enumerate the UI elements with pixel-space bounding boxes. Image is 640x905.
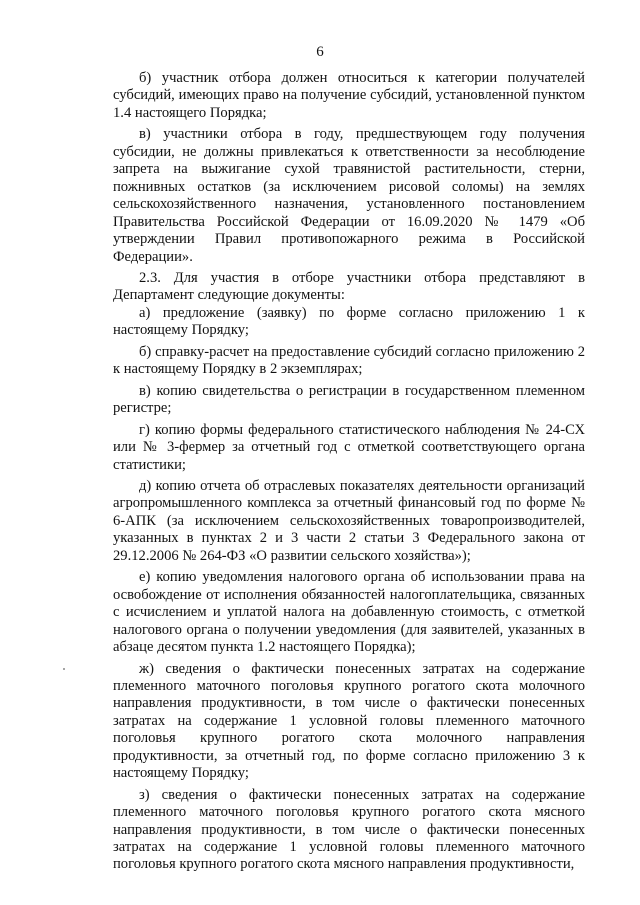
paragraph-2-3-documents: 2.3. Для участия в отборе участники отбора представляют в Департамент следующие документы: [113,269,585,304]
paragraph-v-fire-regime: в) участники отбора в году, предшествующем году получения субсидии, не должны привлекаться к ответственности за несоблюдение запрета на выжигание сухой травянистой растительности, стерни, пожнивных остатков (за исключением рисовой соломы) на землях сельскохозяйственного назначения, установленного постановлением Правительства Российской Федерации от 16.09.2020 № 1479 «Об утверждении Правил противопожарного режима в Российской Федерации». [113,126,585,265]
paragraph-g-statistics-form: г) копию формы федерального статистического наблюдения № 24-СХ или № 3-фермер за отчетный год с отметкой соответствующего органа статистики; [113,421,585,473]
paragraph-d-apk-report: д) копию отчета об отраслевых показателях деятельности организаций агропромышленного комплекса за отчетный финансовый год по форме № 6-АПК (за исключением сельскохозяйственных товаропроизводителей, указанных в пунктах 2 и 3 части 2 статьи 3 Федерального закона от 29.12.2006 № 264-ФЗ «О развитии сельского хозяйства»); [113,477,585,564]
paragraph-zh-dairy-costs: ж) сведения о фактически понесенных затратах на содержание племенного маточного поголовья крупного рогатого скота молочного направления продуктивности, в том числе о фактически понесенных затратах на содержание 1 условной головы племенного маточного поголовья крупного рогатого скота молочного направления продуктивности, за отчетный год, по форме согласно приложению 3 к настоящему Порядку; [113,660,585,782]
paragraph-z-beef-costs: з) сведения о фактически понесенных затратах на содержание племенного маточного поголовья крупного рогатого скота мясного направления продуктивности, в том числе о фактически понесенных затратах на содержание 1 условной головы племенного маточного поголовья крупного рогатого скота мясного направления продуктивности, [113,786,585,873]
paragraph-e-tax-notice: е) копию уведомления налогового органа об использовании права на освобождение от исполнения обязанностей налогоплательщика, связанных с исчислением и уплатой налога на добавленную стоимость, с отметкой налогового органа о получении уведомления (для заявителей, указанных в абзаце десятом пункта 1.2 настоящего Порядка); [113,569,585,656]
paragraph-b-calculation: б) справку-расчет на предоставление субсидий согласно приложению 2 к настоящему Порядку в 2 экземплярах; [113,343,585,378]
paragraph-v-registry-certificate: в) копию свидетельства о регистрации в государственном племенном регистре; [113,382,585,417]
scan-speck [63,668,65,670]
document-body [113,70,585,874]
paragraph-b-participant-category: б) участник отбора должен относиться к категории получателей субсидий, имеющих право на получение субсидий, установленной пунктом 1.4 настоящего Порядка; [113,70,585,121]
paragraph-a-application: а) предложение (заявку) по форме согласно приложению 1 к настоящему Порядку; [113,304,585,339]
page-number: 6 [316,44,324,60]
